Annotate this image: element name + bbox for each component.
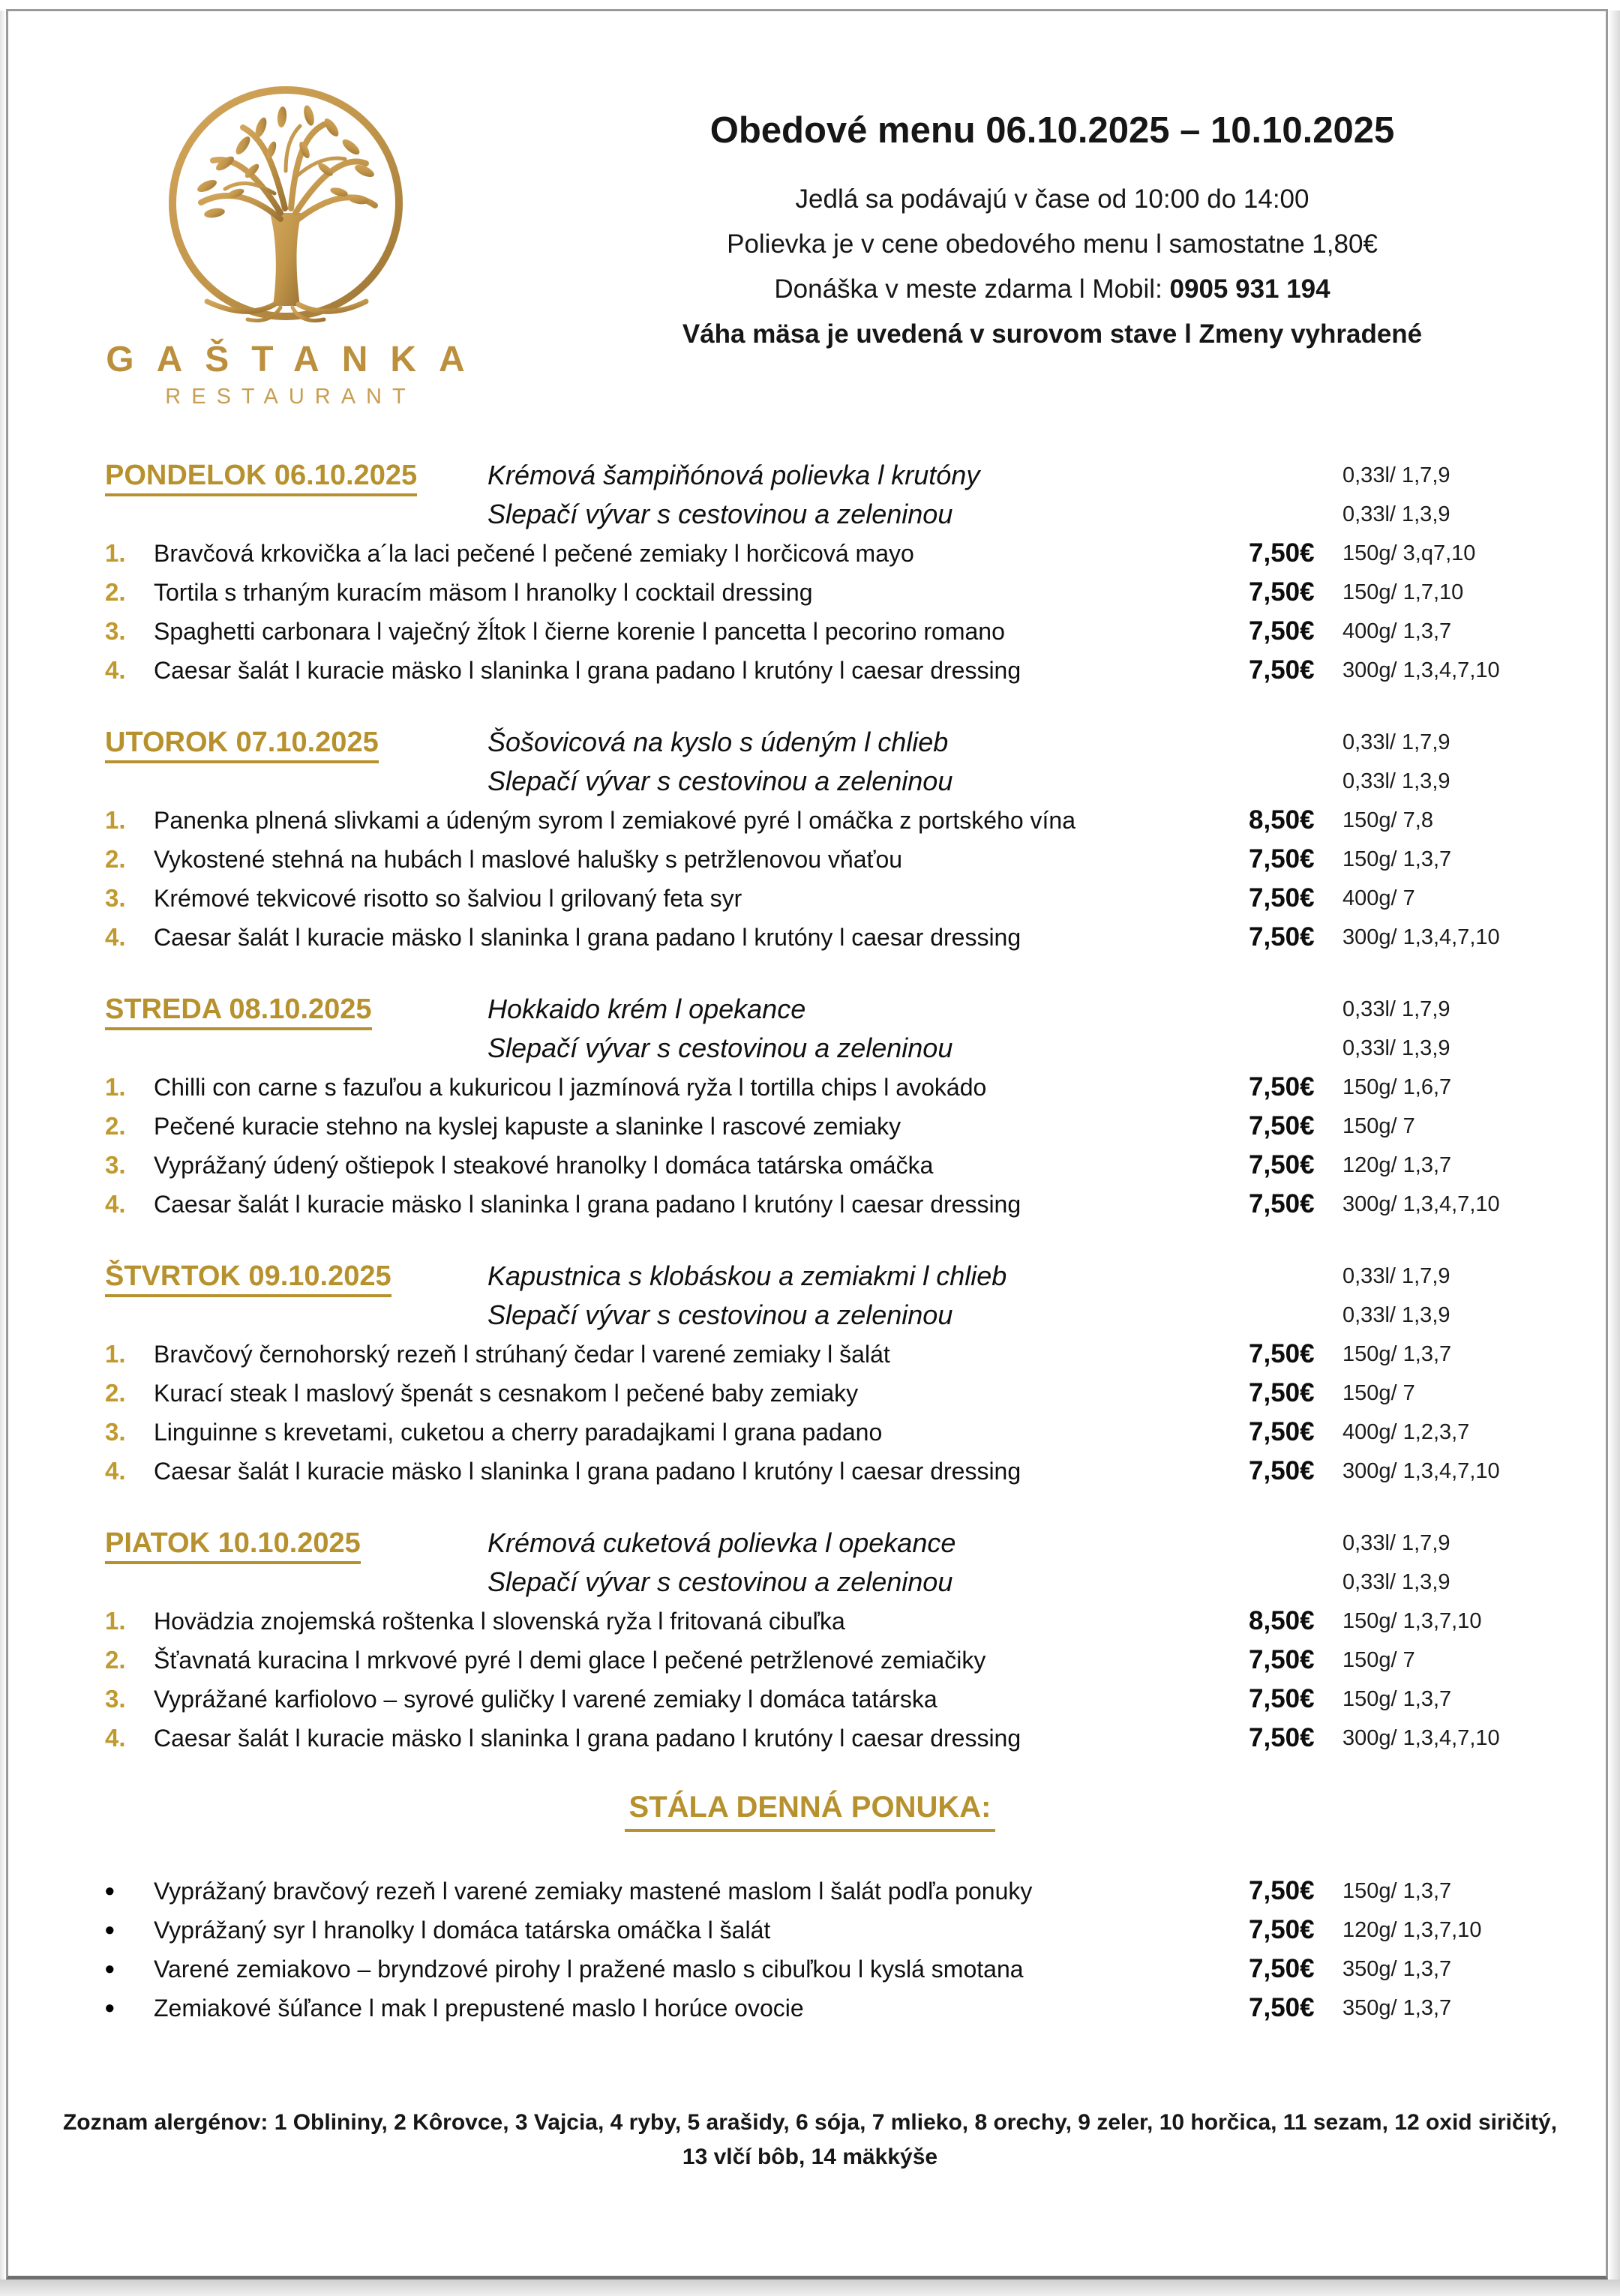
dish-price: 7,50€ (1249, 1339, 1315, 1368)
dish-number: 4. (105, 656, 126, 684)
day-heading: PIATOK 10.10.2025 (105, 1527, 361, 1560)
bullet-icon: • (105, 1953, 115, 1984)
offer-row (0, 1911, 1620, 1950)
dish-price: 7,50€ (1249, 655, 1315, 685)
dish-info: 300g/ 1,3,4,7,10 (1342, 1191, 1500, 1216)
day-section (0, 456, 1620, 690)
dish-row (0, 1107, 1620, 1146)
menu-title: Obedové menu 06.10.2025 – 10.10.2025 (710, 110, 1395, 151)
dish-name: Pečené kuracie stehno na kyslej kapuste a slaninke l rascové zemiaky (154, 1112, 902, 1140)
day-items (0, 534, 1620, 690)
dish-name: Panenka plnená slivkami a údeným syrom l zemiakové pyré l omáčka z portského vína (154, 806, 1076, 834)
day-section (0, 1524, 1620, 1758)
dish-price: 7,50€ (1249, 1189, 1315, 1218)
daily-offer-items (0, 1872, 1620, 2028)
soup-info: 0,33l/ 1,7,9 (1342, 1263, 1450, 1288)
dish-number: 4. (105, 1724, 126, 1752)
dish-number: 2. (105, 578, 126, 606)
dish-price: 7,50€ (1249, 1456, 1315, 1485)
soup-info: 0,33l/ 1,3,9 (1342, 1569, 1450, 1594)
dish-info: 400g/ 1,3,7 (1342, 619, 1452, 643)
bullet-icon: • (105, 1992, 115, 2023)
day-items (0, 1335, 1620, 1491)
offer-name: Vyprážaný syr l hranolky l domáca tatárska omáčka l šalát (154, 1916, 771, 1944)
menu-header (621, 109, 1484, 357)
bullet-icon: • (105, 1875, 115, 1906)
dish-name: Hovädzia znojemská roštenka l slovenská ryža l fritovaná cibuľka (154, 1607, 845, 1635)
dish-row (0, 1602, 1620, 1641)
dish-name: Caesar šalát l kuracie mäsko l slaninka l grana padano l krutóny l caesar dressing (154, 1190, 1022, 1218)
dish-number: 4. (105, 1457, 126, 1485)
dish-info: 150g/ 7 (1342, 1114, 1415, 1138)
tree-of-life-icon (162, 81, 410, 328)
dish-price: 7,50€ (1249, 1378, 1315, 1407)
soup-info: 0,33l/ 1,7,9 (1342, 1530, 1450, 1555)
dish-info: 150g/ 1,3,7 (1342, 1686, 1452, 1711)
dish-row (0, 1413, 1620, 1452)
dish-price: 7,50€ (1249, 922, 1315, 952)
dish-info: 150g/ 1,3,7,10 (1342, 1608, 1482, 1633)
dish-name: Vyprážané karfiolovo – syrové guličky l varené zemiaky l domáca tatárska (154, 1685, 938, 1713)
soup-info: 0,33l/ 1,7,9 (1342, 997, 1450, 1021)
soup-row (0, 723, 1620, 762)
soup-row (0, 1257, 1620, 1296)
offer-name: Vyprážaný bravčový rezeň l varené zemiaky mastené maslom l šalát podľa ponuky (154, 1877, 1033, 1905)
allergen-list-line2: 13 vlčí bôb, 14 mäkkýše (682, 2145, 938, 2169)
soup-name: Hokkaido krém l opekance (488, 994, 806, 1024)
offer-price: 7,50€ (1249, 1954, 1315, 1983)
phone-number: 0905 931 194 (1169, 274, 1330, 304)
dish-price: 7,50€ (1249, 1150, 1315, 1179)
soup-name: Slepačí vývar s cestovinou a zeleninou (488, 499, 953, 529)
dish-number: 3. (105, 1418, 126, 1446)
dish-number: 4. (105, 1190, 126, 1218)
offer-info: 350g/ 1,3,7 (1342, 1956, 1452, 1981)
dish-row (0, 1335, 1620, 1374)
dish-info: 300g/ 1,3,4,7,10 (1342, 1725, 1500, 1750)
dish-row (0, 651, 1620, 690)
dish-number: 3. (105, 1685, 126, 1713)
dish-number: 1. (105, 1073, 126, 1101)
dish-info: 300g/ 1,3,4,7,10 (1342, 1458, 1500, 1483)
dish-info: 150g/ 7 (1342, 1647, 1415, 1672)
dish-price: 7,50€ (1249, 538, 1315, 568)
dish-number: 1. (105, 806, 126, 834)
dish-row (0, 1146, 1620, 1185)
dish-name: Kurací steak l maslový špenát s cesnakom l pečené baby zemiaky (154, 1379, 859, 1407)
allergen-list-line1: Zoznam alergénov: 1 Oblininy, 2 Kôrovce, 3 Vajcia, 4 ryby, 5 arašidy, 6 sója, 7 mlieko, 8 orechy, 9 zeler, 10 horčica, 11 sezam, 12 oxid siričitý, (62, 2110, 1558, 2135)
dish-info: 150g/ 3,q7,10 (1342, 541, 1476, 565)
dish-number: 3. (105, 617, 126, 645)
brand-name: GAŠTANKA (106, 340, 488, 379)
day-items (0, 801, 1620, 957)
daily-offer-heading-row (0, 1791, 1620, 1830)
dish-number: 1. (105, 539, 126, 567)
dish-row (0, 1719, 1620, 1758)
dish-number: 3. (105, 884, 126, 912)
dish-row (0, 1452, 1620, 1491)
soup-info: 0,33l/ 1,3,9 (1342, 1302, 1450, 1327)
dish-price: 7,50€ (1249, 1111, 1315, 1141)
dish-name: Vykostené stehná na hubách l maslové halušky s petržlenovou vňaťou (154, 845, 903, 873)
dish-info: 400g/ 7 (1342, 886, 1415, 910)
dish-price: 7,50€ (1249, 1072, 1315, 1102)
dish-row (0, 573, 1620, 612)
day-items (0, 1068, 1620, 1224)
soup-row (0, 1296, 1620, 1335)
soup-name: Krémová cuketová polievka l opekance (488, 1527, 956, 1558)
dish-name: Vyprážaný údený oštiepok l steakové hranolky l domáca tatárska omáčka (154, 1151, 934, 1179)
dish-price: 7,50€ (1249, 844, 1315, 874)
soup-price-note: Polievka je v cene obedového menu l samostatne 1,80€ (727, 229, 1378, 259)
dish-price: 7,50€ (1249, 1723, 1315, 1752)
day-heading: PONDELOK 06.10.2025 (105, 460, 417, 492)
dish-number: 2. (105, 845, 126, 873)
dish-name: Bravčový černohorský rezeň l strúhaný čedar l varené zemiaky l šalát (154, 1340, 890, 1368)
soup-row (0, 1524, 1620, 1563)
dish-info: 150g/ 1,7,10 (1342, 580, 1464, 604)
offer-info: 350g/ 1,3,7 (1342, 1995, 1452, 2020)
menu-body (0, 456, 1620, 2175)
dish-info: 300g/ 1,3,4,7,10 (1342, 658, 1500, 682)
soup-name: Krémová šampiňónová polievka l krutóny (488, 460, 980, 490)
dish-name: Caesar šalát l kuracie mäsko l slaninka l grana padano l krutóny l caesar dressing (154, 923, 1022, 951)
soup-row (0, 495, 1620, 534)
dish-name: Spaghetti carbonara l vaječný žĺtok l čierne korenie l pancetta l pecorino romano (154, 617, 1005, 645)
dish-price: 7,50€ (1249, 883, 1315, 913)
dish-name: Caesar šalát l kuracie mäsko l slaninka l grana padano l krutóny l caesar dressing (154, 1457, 1022, 1485)
offer-info: 150g/ 1,3,7 (1342, 1878, 1452, 1903)
dish-info: 120g/ 1,3,7 (1342, 1152, 1452, 1177)
dish-number: 3. (105, 1151, 126, 1179)
dish-price: 8,50€ (1249, 1606, 1315, 1635)
dish-price: 7,50€ (1249, 1645, 1315, 1674)
dish-number: 2. (105, 1379, 126, 1407)
soup-row (0, 1563, 1620, 1602)
day-items (0, 1602, 1620, 1758)
soup-row (0, 456, 1620, 495)
day-heading: UTOROK 07.10.2025 (105, 727, 379, 759)
dish-name: Caesar šalát l kuracie mäsko l slaninka l grana padano l krutóny l caesar dressing (154, 656, 1022, 684)
dish-row (0, 1680, 1620, 1719)
offer-row (0, 1989, 1620, 2028)
dish-info: 300g/ 1,3,4,7,10 (1342, 925, 1500, 949)
dish-info: 150g/ 1,3,7 (1342, 847, 1452, 871)
offer-price: 7,50€ (1249, 1876, 1315, 1905)
dish-number: 2. (105, 1112, 126, 1140)
offer-name: Varené zemiakovo – bryndzové pirohy l pražené maslo s cibuľkou l kyslá smotana (154, 1955, 1024, 1983)
dish-info: 150g/ 1,3,7 (1342, 1341, 1452, 1366)
dish-row (0, 1374, 1620, 1413)
dish-row (0, 534, 1620, 573)
soup-info: 0,33l/ 1,3,9 (1342, 502, 1450, 526)
dish-row (0, 801, 1620, 840)
soup-name: Slepačí vývar s cestovinou a zeleninou (488, 1299, 953, 1330)
daily-offer-heading: STÁLA DENNÁ PONUKA: (625, 1791, 996, 1832)
soup-row (0, 990, 1620, 1029)
day-heading: STREDA 08.10.2025 (105, 994, 372, 1026)
day-section (0, 1257, 1620, 1491)
dish-row (0, 1185, 1620, 1224)
offer-name: Zemiakové šúľance l mak l prepustené maslo l horúce ovocie (154, 1994, 804, 2022)
soup-info: 0,33l/ 1,7,9 (1342, 463, 1450, 487)
day-section (0, 990, 1620, 1224)
soup-row (0, 1029, 1620, 1068)
offer-row (0, 1872, 1620, 1911)
delivery-note (621, 267, 1484, 312)
soup-info: 0,33l/ 1,3,9 (1342, 1036, 1450, 1060)
dish-name: Bravčová krkovička a´la laci pečené l pečené zemiaky l horčicová mayo (154, 539, 914, 567)
dish-info: 150g/ 1,6,7 (1342, 1075, 1452, 1099)
soup-name: Slepačí vývar s cestovinou a zeleninou (488, 1033, 953, 1063)
soup-info: 0,33l/ 1,7,9 (1342, 730, 1450, 754)
dish-name: Krémové tekvicové risotto so šalviou l grilovaný feta syr (154, 884, 742, 912)
day-section (0, 723, 1620, 957)
dish-price: 8,50€ (1249, 805, 1315, 835)
dish-number: 1. (105, 1607, 126, 1635)
delivery-note-text: Donáška v meste zdarma l Mobil: (774, 274, 1170, 304)
dish-row (0, 840, 1620, 879)
soup-name: Slepačí vývar s cestovinou a zeleninou (488, 1566, 953, 1597)
brand-subtitle: RESTAURANT (165, 385, 416, 409)
dish-price: 7,50€ (1249, 616, 1315, 646)
restaurant-logo (81, 81, 490, 409)
dish-number: 2. (105, 1646, 126, 1674)
dish-name: Tortila s trhaným kuracím mäsom l hranolky l cocktail dressing (154, 578, 813, 606)
page-edge-bottom (0, 2280, 1620, 2296)
dish-row (0, 1068, 1620, 1107)
day-heading: ŠTVRTOK 09.10.2025 (105, 1260, 392, 1293)
offer-row (0, 1950, 1620, 1989)
dish-row (0, 879, 1620, 918)
weight-note: Váha mäsa je uvedená v surovom stave l Zmeny vyhradené (682, 319, 1423, 349)
dish-info: 150g/ 7,8 (1342, 808, 1433, 832)
dish-name: Šťavnatá kuracina l mrkvové pyré l demi glace l pečené petržlenové zemiačiky (154, 1646, 986, 1674)
allergen-footer (0, 2106, 1620, 2175)
dish-price: 7,50€ (1249, 1417, 1315, 1446)
soup-row (0, 762, 1620, 801)
soup-name: Šošovicová na kyslo s údeným l chlieb (488, 727, 949, 757)
soup-info: 0,33l/ 1,3,9 (1342, 769, 1450, 793)
offer-info: 120g/ 1,3,7,10 (1342, 1917, 1482, 1942)
dish-info: 150g/ 7 (1342, 1380, 1415, 1405)
bullet-icon: • (105, 1914, 115, 1945)
dish-row (0, 612, 1620, 651)
offer-price: 7,50€ (1249, 1915, 1315, 1944)
serving-hours-note: Jedlá sa podávajú v čase od 10:00 do 14:00 (795, 184, 1310, 214)
dish-name: Linguinne s krevetami, cuketou a cherry paradajkami l grana padano (154, 1418, 883, 1446)
dish-price: 7,50€ (1249, 577, 1315, 607)
soup-name: Slepačí vývar s cestovinou a zeleninou (488, 766, 953, 796)
dish-row (0, 1641, 1620, 1680)
dish-number: 1. (105, 1340, 126, 1368)
soup-name: Kapustnica s klobáskou a zemiakmi l chlieb (488, 1260, 1007, 1291)
dish-name: Caesar šalát l kuracie mäsko l slaninka l grana padano l krutóny l caesar dressing (154, 1724, 1022, 1752)
menu-days (0, 456, 1620, 1758)
dish-info: 400g/ 1,2,3,7 (1342, 1419, 1470, 1444)
dish-name: Chilli con carne s fazuľou a kukuricou l jazmínová ryža l tortilla chips l avokádo (154, 1073, 987, 1101)
dish-row (0, 918, 1620, 957)
dish-price: 7,50€ (1249, 1684, 1315, 1713)
offer-price: 7,50€ (1249, 1993, 1315, 2022)
dish-number: 4. (105, 923, 126, 951)
